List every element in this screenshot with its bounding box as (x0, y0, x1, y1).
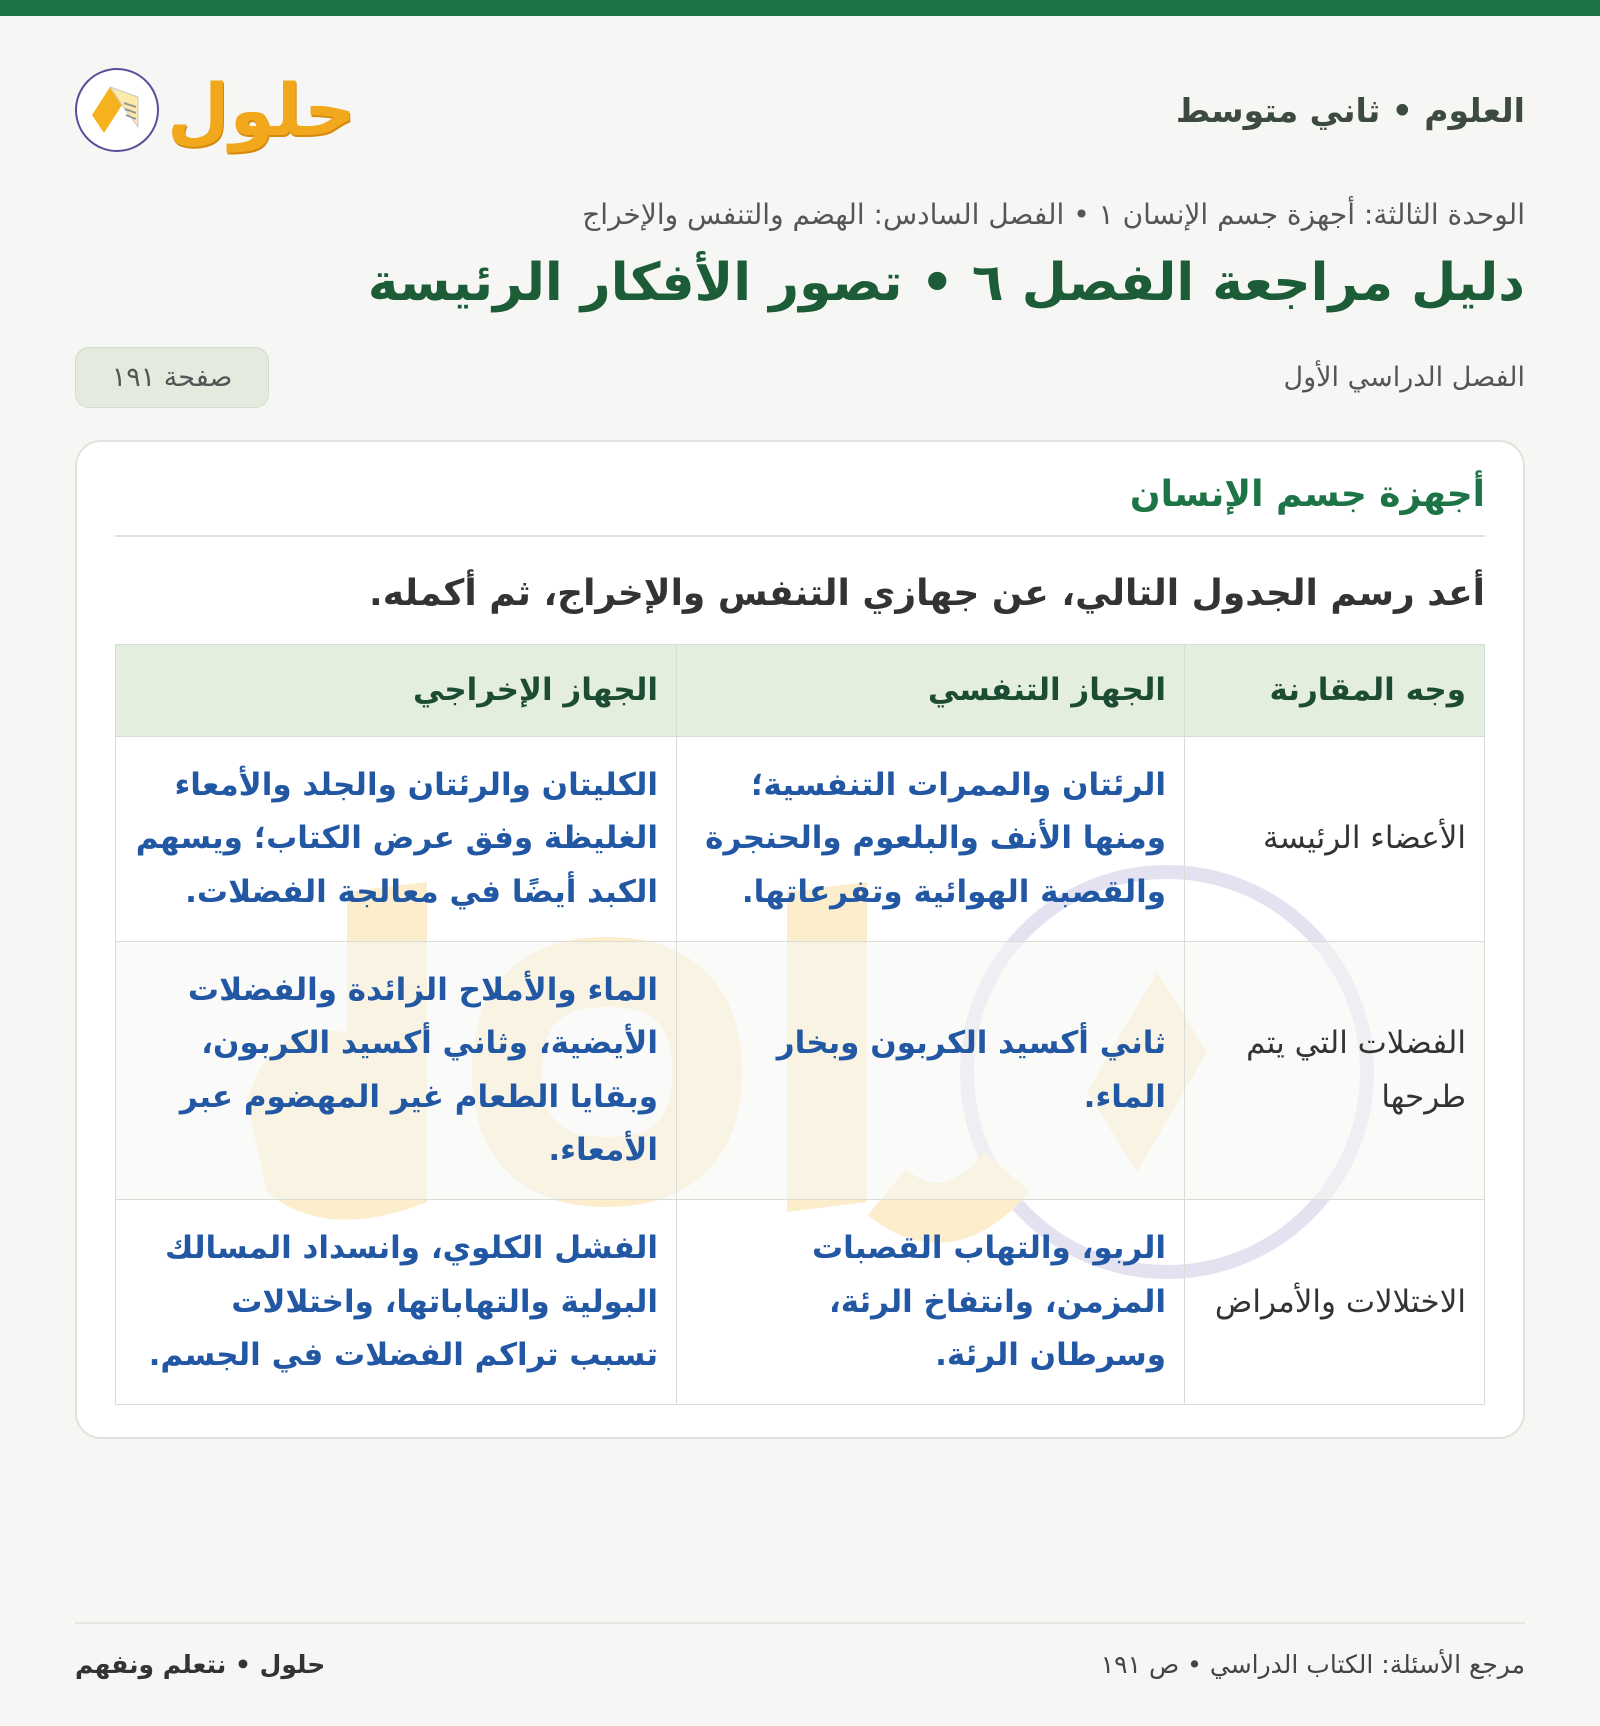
header-respiratory: الجهاز التنفسي (677, 645, 1185, 737)
footer-brand: حلول • نتعلم ونفهم (75, 1650, 326, 1679)
page (0, 16, 1600, 1726)
semester-label: الفصل الدراسي الأول (1283, 362, 1525, 393)
question-text: أعد رسم الجدول التالي، عن جهازي التنفس والإخراج، ثم أكمله. (369, 573, 1485, 614)
row-aspect: الفضلات التي يتم طرحها (1185, 941, 1485, 1199)
table-header-row (116, 645, 1485, 737)
row-aspect: الأعضاء الرئيسة (1185, 737, 1485, 942)
content-card (75, 440, 1525, 1439)
logo[interactable] (75, 68, 356, 152)
header-excretory: الجهاز الإخراجي (116, 645, 677, 737)
section-title: أجهزة جسم الإنسان (115, 474, 1485, 537)
respiratory-answer: الرئتان والممرات التنفسية؛ ومنها الأنف والبلعوم والحنجرة والقصبة الهوائية وتفرعاتها. (677, 737, 1185, 942)
footer-reference: مرجع الأسئلة: الكتاب الدراسي • ص ١٩١ (1100, 1650, 1525, 1679)
table-row (116, 737, 1485, 942)
breadcrumb: الوحدة الثالثة: أجهزة جسم الإنسان ١ • الفصل السادس: الهضم والتنفس والإخراج (582, 198, 1525, 231)
respiratory-answer: ثاني أكسيد الكربون وبخار الماء. (677, 941, 1185, 1199)
excretory-answer: الماء والأملاح الزائدة والفضلات الأيضية، وثاني أكسيد الكربون، وبقايا الطعام غير المهضوم عبر الأمعاء. (116, 941, 677, 1199)
page-number-badge: صفحة ١٩١ (75, 347, 269, 408)
subject-label: العلوم • ثاني متوسط (1175, 90, 1525, 130)
header-aspect: وجه المقارنة (1185, 645, 1485, 737)
excretory-answer: الفشل الكلوي، وانسداد المسالك البولية والتهاباتها، واختلالات تسبب تراكم الفضلات في الجسم. (116, 1200, 677, 1405)
table-row (116, 941, 1485, 1199)
excretory-answer: الكليتان والرئتان والجلد والأمعاء الغليظة وفق عرض الكتاب؛ ويسهم الكبد أيضًا في معالجة الفضلات. (116, 737, 677, 942)
table-row (116, 1200, 1485, 1405)
top-accent-bar (0, 0, 1600, 16)
respiratory-answer: الربو، والتهاب القصبات المزمن، وانتفاخ الرئة، وسرطان الرئة. (677, 1200, 1185, 1405)
logo-wordmark: حلول (167, 68, 356, 152)
logo-book-icon (75, 68, 159, 152)
comparison-table (115, 644, 1485, 1405)
page-title: دليل مراجعة الفصل ٦ • تصور الأفكار الرئيسة (367, 253, 1525, 313)
row-aspect: الاختلالات والأمراض (1185, 1200, 1485, 1405)
meta-row (75, 347, 1525, 408)
footer (75, 1622, 1525, 1679)
header (75, 16, 1525, 196)
